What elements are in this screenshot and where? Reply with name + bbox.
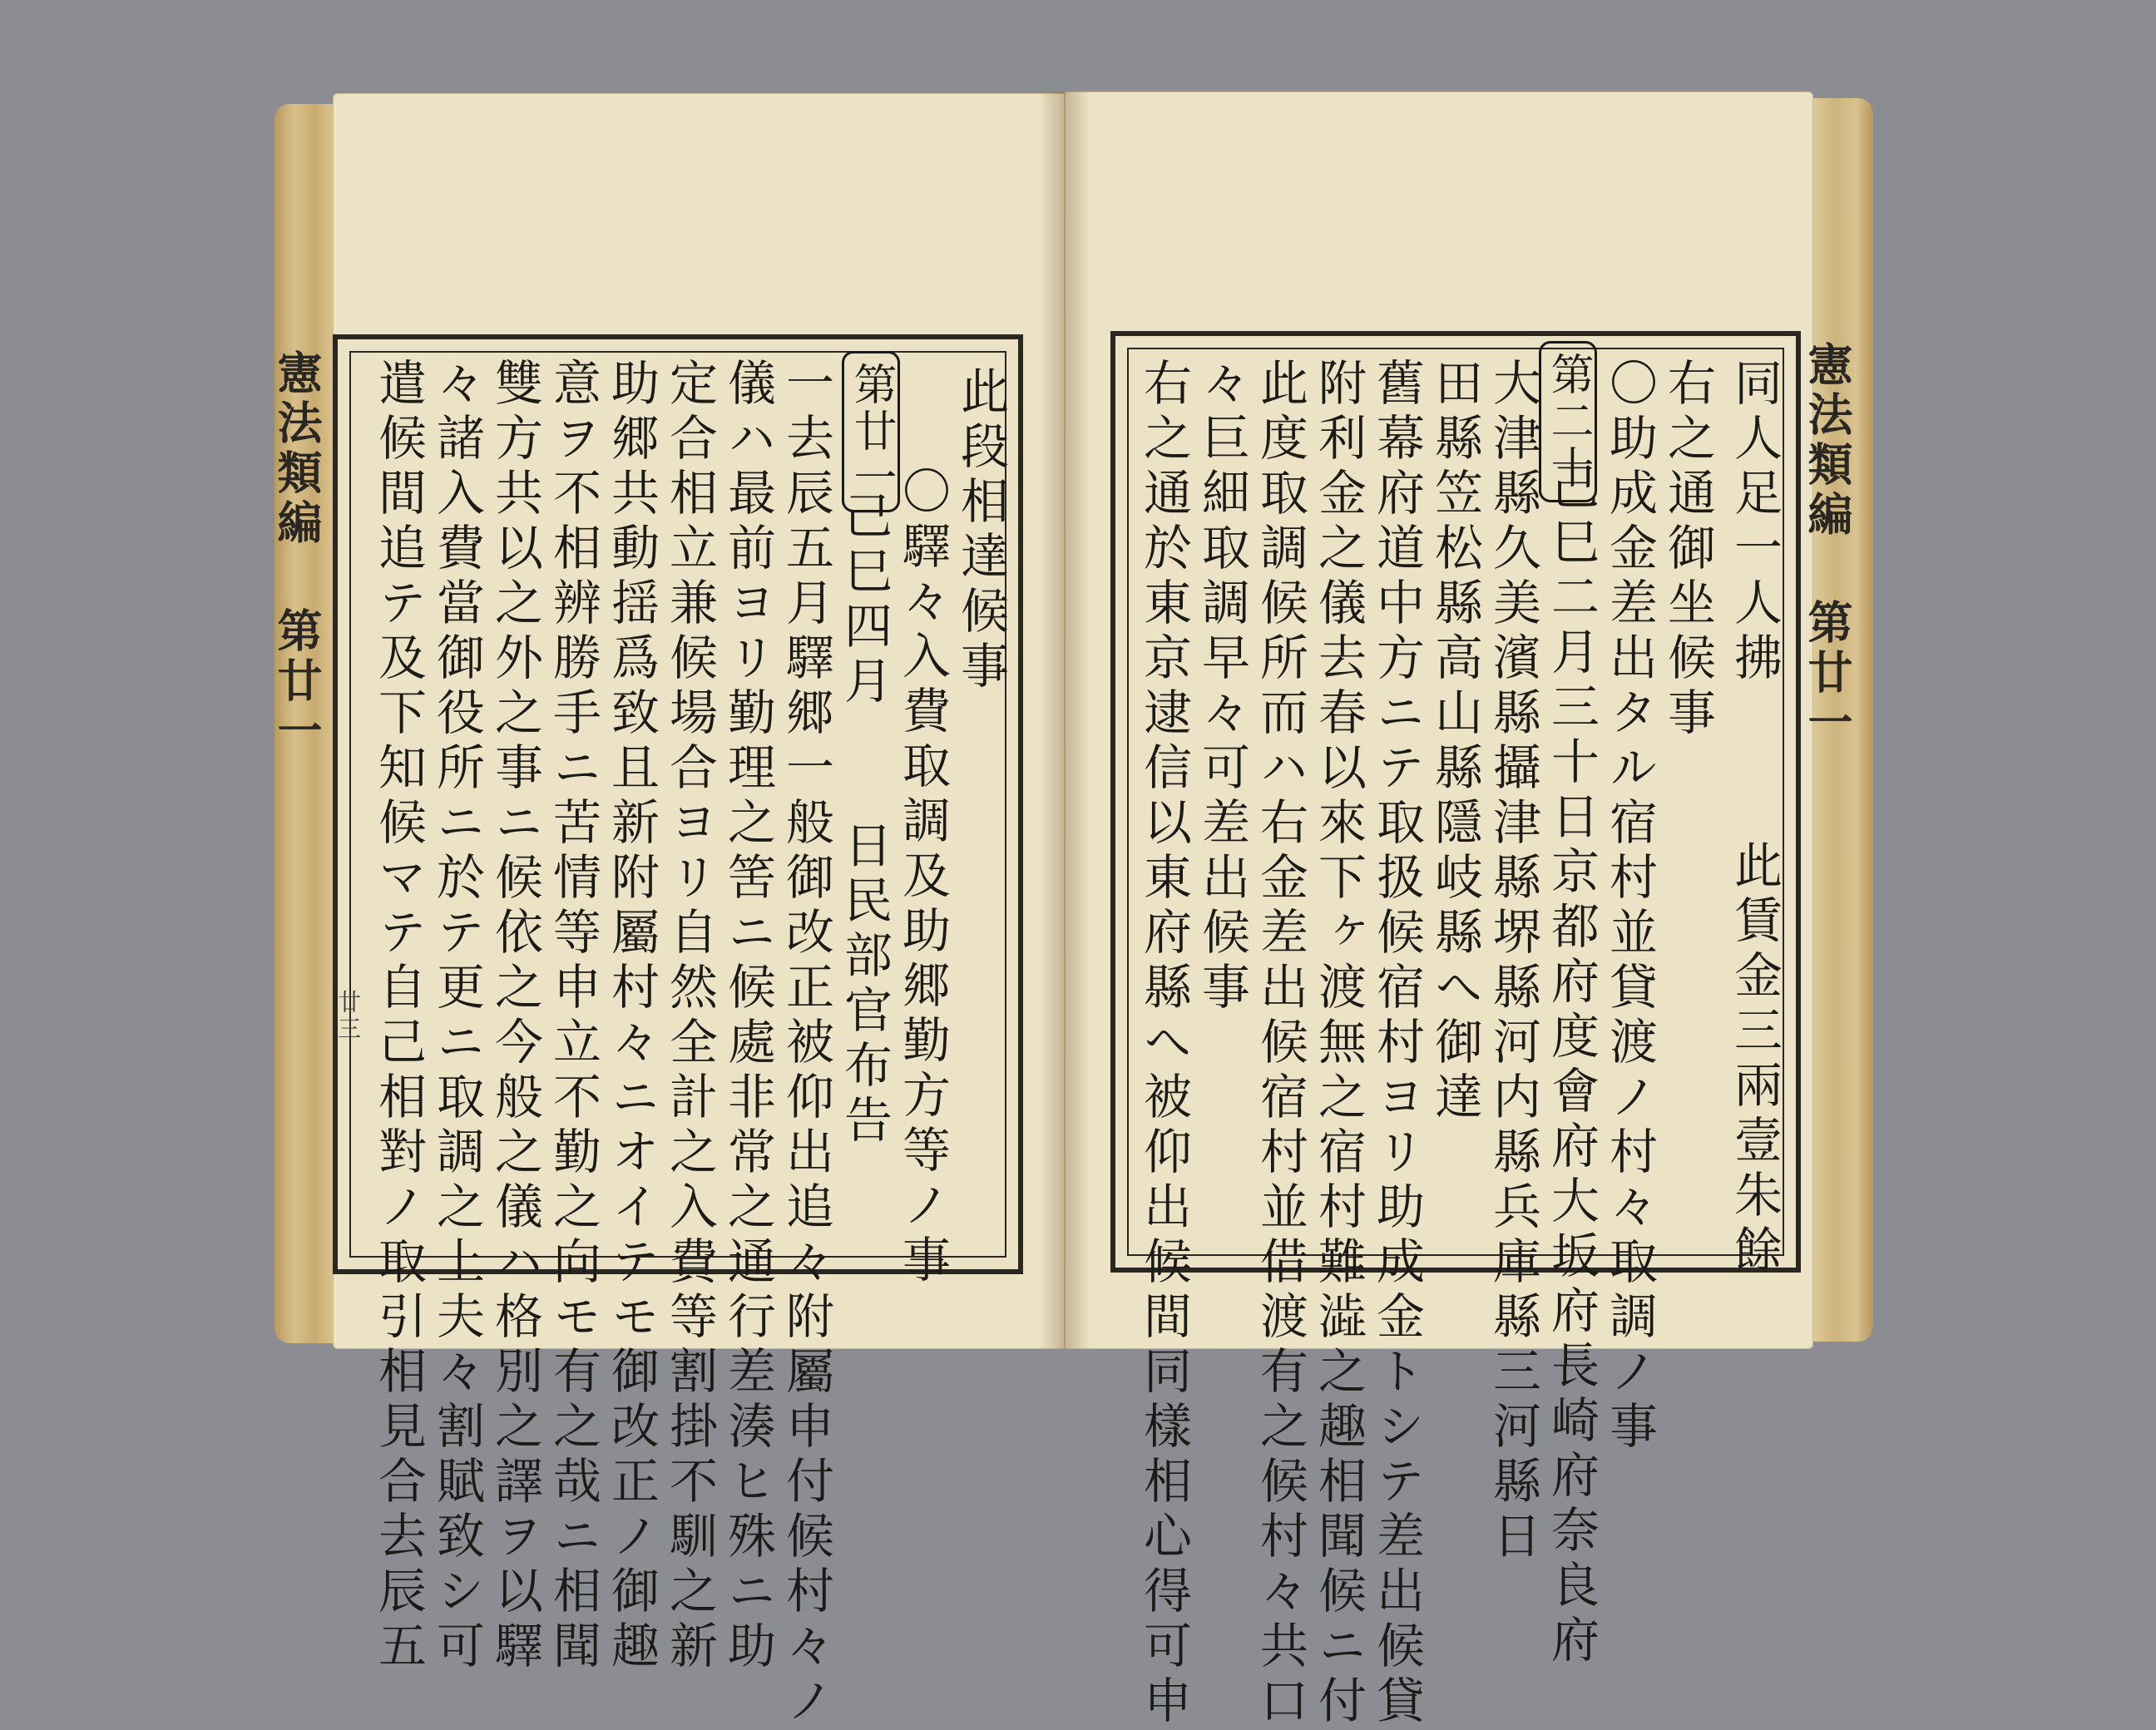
left-heading-number: 第廿一 — [842, 351, 900, 512]
right-col-9: 附利金之儀去春以來下ヶ渡無之宿村難澁之趣相聞候ニ付 — [1310, 358, 1367, 1730]
left-col-7: 助郷共動揺爲致且新附屬村々ニオイテモ御改正ノ御趣 — [603, 358, 660, 1675]
left-col-1: 此段相達候事 — [952, 366, 1009, 695]
right-col-7: 田縣笠松縣高山縣隱岐縣へ御達 — [1427, 358, 1483, 1126]
left-folio: 廿三 — [334, 990, 362, 1043]
right-col-4: 〇助成金差出タル宿村並貸渡ノ村々取調ノ事 — [1601, 358, 1658, 1456]
right-heading-number: 第二十 — [1539, 341, 1597, 502]
right-col-3: 右之通御坐候事 — [1659, 358, 1716, 742]
left-col-8: 意ヲ不相辨勝手ニ苦情等申立不勤之向モ有之哉ニ相聞 — [545, 358, 601, 1675]
left-col-2: 〇驛々入費取調及助郷勤方等ノ事 — [894, 466, 951, 1289]
left-spine-title: 憲法類編 第廿一 — [270, 349, 324, 757]
right-col-2: 此賃金三兩壹朱餘 — [1726, 840, 1783, 1279]
right-col-6: 大津縣久美濱縣攝津縣堺縣河内縣兵庫縣三河縣日 — [1485, 358, 1541, 1565]
left-col-9: 雙方共以之外之事ニ候依之今般之儀ハ格別之譯ヲ以驛 — [487, 358, 543, 1675]
left-col-3: 己巳四月 日民部官布告 — [836, 491, 893, 1149]
right-col-1: 同人足一人拂 — [1726, 358, 1783, 687]
right-col-12: 右之通於東京逮信以東府縣へ被仰出候間同樣相心得可申 — [1135, 358, 1192, 1730]
right-col-11: 々巨細取調早々可差出候事 — [1194, 358, 1250, 1016]
right-spine-title: 憲法類編 第廿一 — [1801, 341, 1854, 749]
book-gutter — [1040, 91, 1090, 1349]
right-col-8: 舊幕府道中方ニテ取扱候宿村ヨリ助成金トシテ差出候貸 — [1368, 358, 1425, 1730]
left-col-6: 定合相立兼候場合ヨリ自然全計之入費等割掛不馴之新 — [661, 358, 718, 1675]
right-col-5: 己巳二月三十日京都府度會府大坂府長崎府奈良府 — [1543, 462, 1600, 1669]
left-col-4: 一去辰五月驛郷一般御改正被仰出追々附屬申付候村々ノ — [778, 358, 834, 1730]
left-col-11: 遣候間追テ及下知候マテ自己相對ノ取引相見合去辰五 — [370, 358, 427, 1675]
left-col-5: 儀ハ最前ヨリ勤理之筈ニ候處非常之通行差湊ヒ殊ニ助 — [719, 358, 776, 1675]
right-col-10: 此度取調候所而ハ右金差出候宿村並借渡有之候村々共口 — [1252, 358, 1308, 1730]
left-col-10: 々諸入費當御役所ニ於テ更ニ取調之上夫々割賦致シ可 — [428, 358, 485, 1675]
